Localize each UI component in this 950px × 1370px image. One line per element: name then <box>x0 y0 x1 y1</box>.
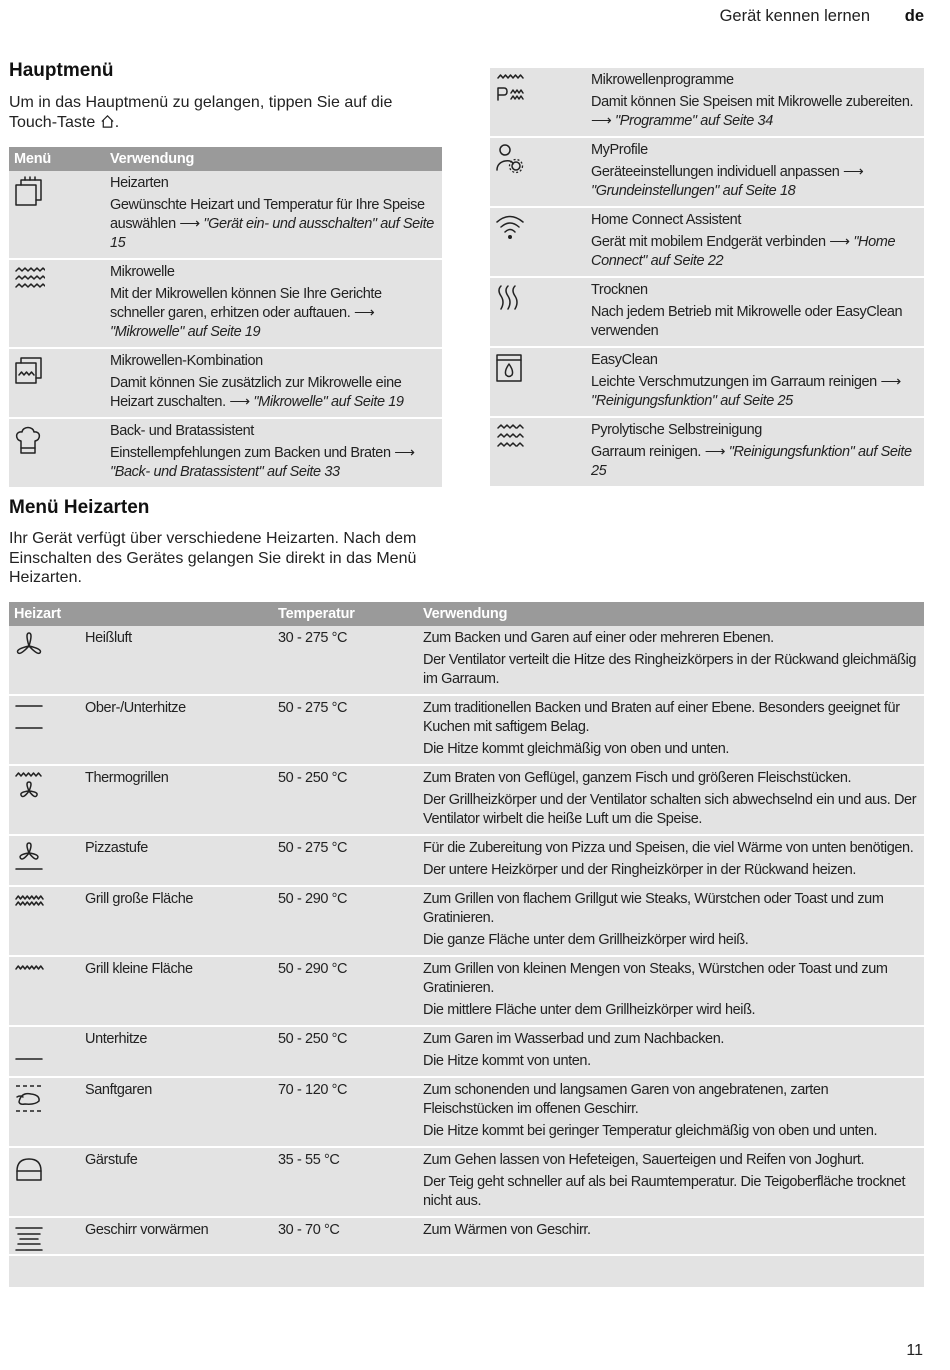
page-reference: ⟶ "Grundeinstellungen" auf Seite 18 <box>591 164 864 199</box>
heat-temperature: 50 - 290 °C <box>273 886 418 956</box>
menu-item-name: MyProfile <box>591 142 648 158</box>
menu-icon-cell <box>490 417 586 486</box>
menu-item-name: Pyrolytische Selbstreinigung <box>591 422 762 438</box>
main-menu-table-right <box>490 68 924 486</box>
heat-icon-cell <box>9 1077 80 1147</box>
bottom-heat-icon <box>13 1031 45 1063</box>
heat-use-cell <box>418 1147 924 1217</box>
heat-use-text: Zum Garen im Wasserbad und zum Nachbacken. <box>423 1031 725 1047</box>
heat-temperature: 50 - 290 °C <box>273 956 418 1026</box>
heat-use-cell <box>418 956 924 1026</box>
heat-use-text: Zum Wärmen von Geschirr. <box>423 1222 591 1238</box>
menu-row <box>490 277 924 347</box>
menu-icon-cell <box>490 347 586 417</box>
menu-icon-cell <box>9 259 105 348</box>
pizza-setting-icon <box>13 840 45 872</box>
menu-item-desc <box>591 93 919 131</box>
menu-item-desc <box>591 303 919 341</box>
menu-item-name: Back- und Bratassistent <box>110 423 254 439</box>
heat-use-text: Der Teig geht schneller auf als bei Raumtemperatur. Die Teigoberfläche trocknet nicht aus. <box>423 1174 906 1209</box>
heat-mode-name: Thermogrillen <box>80 765 273 835</box>
menu-item-name: Mikrowelle <box>110 264 175 280</box>
heizarten-title: Menü Heizarten <box>9 497 150 518</box>
col-header-menu: Menü <box>9 147 105 171</box>
menu-item-desc <box>591 443 919 481</box>
menu-icon-cell <box>490 207 586 277</box>
heat-row <box>9 765 924 835</box>
heat-icon-cell <box>9 626 80 695</box>
easyclean-icon <box>494 352 526 384</box>
pyrolysis-icon <box>494 422 526 454</box>
intro-text-2: Touch-Taste <box>9 113 96 131</box>
heat-use-text: Die Hitze kommt bei geringer Temperatur gleichmäßig von oben und unten. <box>423 1123 878 1139</box>
main-menu-table-left <box>9 147 442 487</box>
heat-row <box>9 1077 924 1147</box>
heat-use-text: Der untere Heizkörper und der Ringheizkörper in der Rückwand heizen. <box>423 862 857 878</box>
wifi-icon <box>494 212 526 244</box>
menu-icon-cell <box>490 277 586 347</box>
intro-text-3: . <box>114 113 120 131</box>
menu-icon-cell <box>490 137 586 207</box>
heat-use-cell <box>418 695 924 765</box>
heat-row-spacer <box>9 1255 924 1287</box>
page-reference: ⟶ "Home Connect" auf Seite 22 <box>591 234 896 269</box>
menu-item-name: Mikrowellen-Kombination <box>110 353 263 369</box>
menu-item-desc <box>110 374 437 412</box>
drying-icon <box>494 282 526 314</box>
heat-use-text: Zum schonenden und langsamen Garen von angebratenen, zarten Fleischstücken im offenen Geschirr. <box>423 1082 829 1117</box>
heat-temperature: 50 - 250 °C <box>273 765 418 835</box>
menu-item-name: Heizarten <box>110 175 169 191</box>
heat-temperature: 30 - 70 °C <box>273 1217 418 1255</box>
menu-item-name: Trocknen <box>591 282 648 298</box>
menu-item-desc-text: Einstellempfehlungen zum Backen und Braten <box>110 445 391 461</box>
menu-use-cell <box>586 347 924 417</box>
menu-item-desc-text: Damit können Sie zusätzlich zur Mikrowelle eine Heizart zuschalten. <box>110 375 402 410</box>
heat-use-text: Die ganze Fläche unter dem Grillheizkörper wird heiß. <box>423 932 749 948</box>
heizarten-intro: Ihr Gerät verfügt über verschiedene Heizarten. Nach dem Einschalten des Gerätes gelangen Sie direkt in das Menü Heizarten. <box>9 530 417 586</box>
heat-use-cell <box>418 1217 924 1255</box>
heat-mode-name: Pizzastufe <box>80 835 273 886</box>
page-reference: ⟶ "Reinigungsfunktion" auf Seite 25 <box>591 444 912 479</box>
heat-row <box>9 1217 924 1255</box>
menu-use-cell <box>586 417 924 486</box>
page-number: 11 <box>906 1342 923 1359</box>
heat-temperature: 50 - 275 °C <box>273 695 418 765</box>
page-reference: ⟶ "Programme" auf Seite 34 <box>591 113 773 129</box>
menu-item-desc-text: Leichte Verschmutzungen im Garraum reinigen <box>591 374 877 390</box>
menu-use-cell <box>105 171 442 259</box>
page-reference: ⟶ "Mikrowelle" auf Seite 19 <box>229 394 404 410</box>
grill-small-icon <box>13 961 45 993</box>
page-reference: ⟶ "Gerät ein- und ausschalten" auf Seite 15 <box>110 216 434 251</box>
header-section-title: Gerät kennen lernen <box>719 7 870 25</box>
menu-use-cell <box>586 68 924 137</box>
menu-row <box>490 207 924 277</box>
menu-row <box>9 418 442 487</box>
heat-use-text: Für die Zubereitung von Pizza und Speisen, die viel Wärme von unten benötigen. <box>423 840 914 856</box>
menu-item-desc-text: Gerät mit mobilem Endgerät verbinden <box>591 234 826 250</box>
heat-row <box>9 886 924 956</box>
col-header-use: Verwendung <box>105 147 442 171</box>
heat-temperature: 50 - 250 °C <box>273 1026 418 1077</box>
menu-item-name: EasyClean <box>591 352 658 368</box>
grill-large-icon <box>13 891 45 923</box>
heat-use-text: Die Hitze kommt gleichmäßig von oben und unten. <box>423 741 730 757</box>
heat-row <box>9 956 924 1026</box>
heat-use-text: Zum Gehen lassen von Hefeteigen, Sauerteigen und Reifen von Joghurt. <box>423 1152 865 1168</box>
menu-use-cell <box>586 207 924 277</box>
heat-icon-cell <box>9 956 80 1026</box>
page-reference: ⟶ "Mikrowelle" auf Seite 19 <box>110 305 375 340</box>
heat-row <box>9 1026 924 1077</box>
heat-use-text: Die mittlere Fläche unter dem Grillheizkörper wird heiß. <box>423 1002 756 1018</box>
menu-icon-cell <box>490 68 586 137</box>
menu-row <box>490 68 924 137</box>
col-header-mode: Heizart <box>9 602 273 626</box>
plate-warming-icon <box>13 1222 45 1254</box>
menu-item-desc <box>591 233 919 271</box>
heat-icon-cell <box>9 835 80 886</box>
heat-use-cell <box>418 626 924 695</box>
menu-row <box>490 137 924 207</box>
menu-item-name: Home Connect Assistent <box>591 212 741 228</box>
heat-use-cell <box>418 835 924 886</box>
menu-item-desc-text: Garraum reinigen. <box>591 444 702 460</box>
myprofile-icon <box>494 142 526 174</box>
menu-row <box>490 417 924 486</box>
heat-row <box>9 626 924 695</box>
menu-use-cell <box>105 348 442 418</box>
heat-mode-name: Grill große Fläche <box>80 886 273 956</box>
heat-temperature: 35 - 55 °C <box>273 1147 418 1217</box>
heat-icon-cell <box>9 1217 80 1255</box>
heat-mode-name: Ober-/Unterhitze <box>80 695 273 765</box>
hauptmenu-title: Hauptmenü <box>9 60 114 81</box>
page-reference: ⟶ "Back- und Bratassistent" auf Seite 33 <box>110 445 415 480</box>
microwave-programs-icon <box>494 72 526 104</box>
heat-row <box>9 1147 924 1217</box>
menu-item-desc <box>110 285 437 342</box>
heat-mode-name: Gärstufe <box>80 1147 273 1217</box>
heat-icon-cell <box>9 1026 80 1077</box>
menu-icon-cell <box>9 171 105 259</box>
heating-modes-icon <box>13 175 45 207</box>
heat-row <box>9 835 924 886</box>
menu-use-cell <box>105 259 442 348</box>
heat-mode-name: Unterhitze <box>80 1026 273 1077</box>
heat-use-cell <box>418 1077 924 1147</box>
heat-use-text: Der Grillheizkörper und der Ventilator schalten sich abwechselnd ein und aus. Der Ventilator wirbelt die heiße Luft um die Speise. <box>423 792 917 827</box>
menu-row <box>9 259 442 348</box>
menu-use-cell <box>586 277 924 347</box>
heat-icon-cell <box>9 765 80 835</box>
menu-item-desc <box>110 196 437 253</box>
heat-row <box>9 695 924 765</box>
heat-temperature: 50 - 275 °C <box>273 835 418 886</box>
col-header-temp: Temperatur <box>273 602 418 626</box>
heat-use-text: Die Hitze kommt von unten. <box>423 1053 591 1069</box>
menu-item-desc-text: Geräteeinstellungen individuell anpassen <box>591 164 840 180</box>
menu-item-desc-text: Damit können Sie Speisen mit Mikrowelle zubereiten. <box>591 94 914 110</box>
heat-use-text: Zum traditionellen Backen und Braten auf einer Ebene. Besonders geeignet für Kuchen mit saftigem Belag. <box>423 700 900 735</box>
menu-item-desc <box>110 444 437 482</box>
intro-text: Um in das Hauptmenü zu gelangen, tippen Sie auf die <box>9 94 393 111</box>
menu-item-desc-text: Nach jedem Betrieb mit Mikrowelle oder EasyClean verwenden <box>591 304 903 339</box>
home-icon <box>100 114 115 129</box>
menu-item-name: Mikrowellenprogramme <box>591 72 734 88</box>
menu-item-desc-text: Mit der Mikrowellen können Sie Ihre Gerichte schneller garen, erhitzen oder auftauen. <box>110 286 382 321</box>
heat-use-text: Zum Grillen von flachem Grillgut wie Steaks, Würstchen oder Toast und zum Gratinieren. <box>423 891 884 926</box>
heat-use-text: Zum Braten von Geflügel, ganzem Fisch und größeren Fleischstücken. <box>423 770 852 786</box>
hauptmenu-intro <box>9 93 439 132</box>
heat-mode-name: Sanftgaren <box>80 1077 273 1147</box>
heat-mode-name: Geschirr vorwärmen <box>80 1217 273 1255</box>
heat-use-cell <box>418 1026 924 1077</box>
menu-icon-cell <box>9 418 105 487</box>
menu-row <box>490 347 924 417</box>
heat-icon-cell <box>9 1147 80 1217</box>
menu-row <box>9 171 442 259</box>
microwave-icon <box>13 264 45 296</box>
heat-use-cell <box>418 886 924 956</box>
heat-icon-cell <box>9 886 80 956</box>
heat-mode-name: Grill kleine Fläche <box>80 956 273 1026</box>
heat-mode-name: Heißluft <box>85 630 132 646</box>
top-bottom-heat-icon <box>13 700 45 732</box>
menu-use-cell <box>586 137 924 207</box>
menu-row <box>9 348 442 418</box>
menu-item-desc <box>591 163 919 201</box>
header-language: de <box>904 7 924 25</box>
menu-item-desc-text: Gewünschte Heizart und Temperatur für Ihre Speise auswählen <box>110 197 425 232</box>
heat-use-text: Zum Grillen von kleinen Mengen von Steaks, Würstchen oder Toast und zum Gratinieren. <box>423 961 888 996</box>
heat-use-cell <box>418 765 924 835</box>
proving-icon <box>13 1152 45 1184</box>
heat-temperature: 30 - 275 °C <box>278 630 348 646</box>
microwave-combination-icon <box>13 353 45 385</box>
heat-use-text: Zum Backen und Garen auf einer oder mehreren Ebenen. <box>423 630 774 646</box>
slow-cook-icon <box>13 1082 45 1114</box>
col-header-heat-use: Verwendung <box>418 602 924 626</box>
heat-icon-cell <box>9 695 80 765</box>
chef-hat-icon <box>13 423 45 455</box>
heat-temperature: 70 - 120 °C <box>273 1077 418 1147</box>
menu-icon-cell <box>9 348 105 418</box>
menu-item-desc <box>591 373 919 411</box>
menu-use-cell <box>105 418 442 487</box>
heating-modes-table <box>9 602 924 1287</box>
fan-icon <box>13 630 45 662</box>
page-reference: ⟶ "Reinigungsfunktion" auf Seite 25 <box>591 374 901 409</box>
heat-use-text: Der Ventilator verteilt die Hitze des Ringheizkörpers in der Rückwand gleichmäßig im Garraum. <box>423 652 917 687</box>
thermogrill-icon <box>13 770 45 802</box>
